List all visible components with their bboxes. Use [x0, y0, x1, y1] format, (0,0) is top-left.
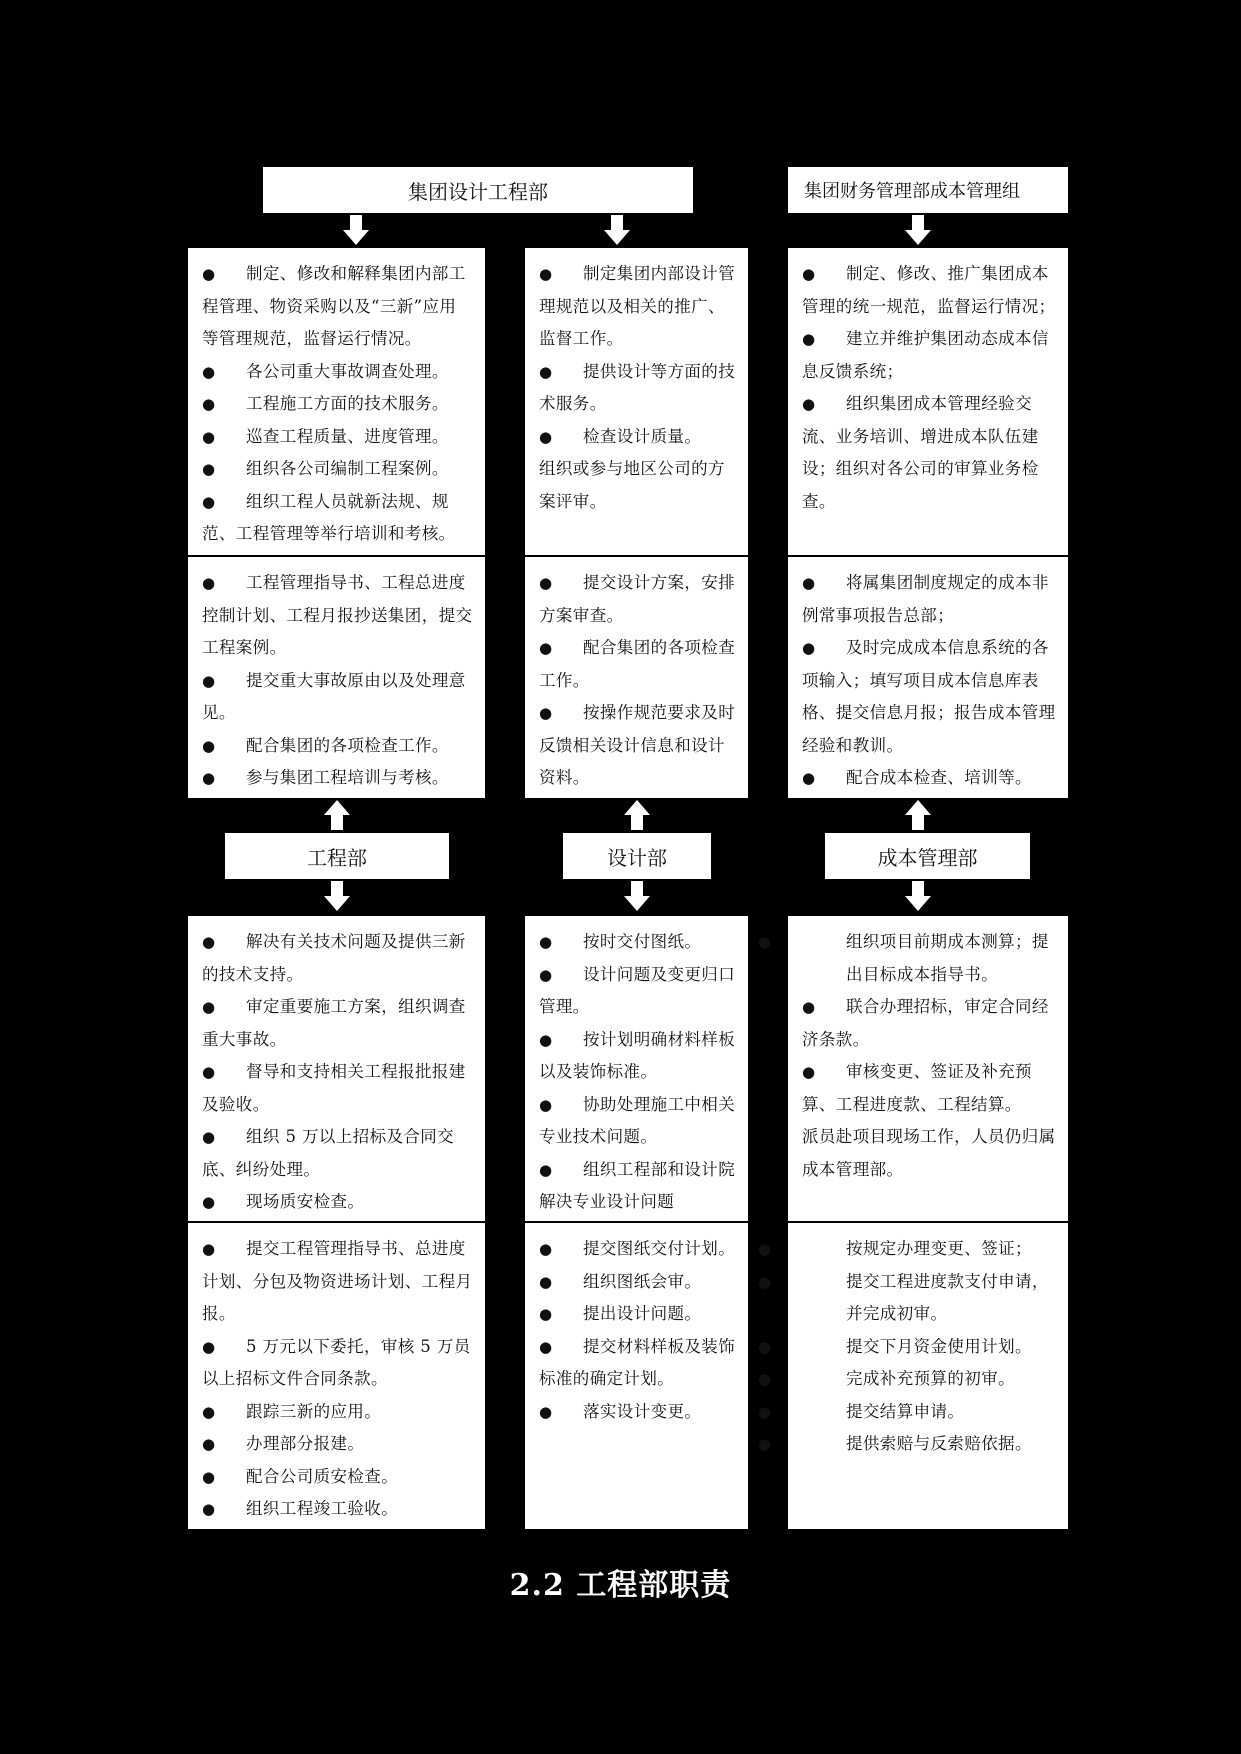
list-item — [539, 1298, 736, 1331]
bullet-icon: ● — [758, 1435, 772, 1453]
list-item-text: 提交工程管理指导书、总进度计划、分包及物资进场计划、工程月报。 — [202, 1239, 473, 1323]
list-item-text: 提交材料样板及装饰标准的确定计划。 — [539, 1336, 736, 1388]
list-item — [539, 421, 736, 454]
header-cost-dept: 成本管理部 — [825, 833, 1030, 879]
arrow-down-icon — [624, 881, 650, 911]
list-item — [802, 1056, 1056, 1121]
bullet-icon: ● — [202, 1240, 216, 1258]
header-group-design-engineering: 集团设计工程部 — [263, 167, 693, 213]
list-item-text: 设计问题及变更归口管理。 — [539, 964, 736, 1016]
list-item-text: 检查设计质量。 — [583, 426, 702, 446]
list-item — [539, 356, 736, 421]
bullet-icon: ● — [539, 1272, 553, 1291]
list-item-text: 组织或参与地区公司的方案评审。 — [539, 459, 725, 511]
bullet-icon: ● — [802, 769, 816, 787]
list-item — [202, 1428, 473, 1461]
list-item-text: 组织各公司编制工程案例。 — [246, 459, 449, 478]
bullet-icon: ● — [539, 1305, 553, 1323]
bullet-icon: ● — [202, 265, 216, 283]
cost-report-box — [788, 557, 1068, 798]
list-item — [202, 1396, 473, 1429]
bullet-icon: ● — [202, 362, 216, 381]
list-item-text: 按计划明确材料样板以及装饰标准。 — [539, 1029, 736, 1081]
list-item-text: 提供索赔与反索赔依据。 — [846, 1434, 1032, 1453]
bullet-icon: ● — [539, 1402, 553, 1421]
bullet-icon: ● — [202, 460, 216, 478]
arrow-down-icon — [604, 215, 630, 245]
bullet-icon: ● — [202, 492, 216, 511]
list-item-text: 各公司重大事故调查处理。 — [246, 361, 449, 381]
list-item — [539, 1331, 736, 1396]
bullet-icon: ● — [539, 427, 553, 446]
bullet-icon: ● — [202, 574, 216, 592]
list-item — [539, 1396, 736, 1429]
bullet-icon: ● — [202, 1467, 216, 1486]
bullet-icon: ● — [539, 704, 553, 722]
list-item — [202, 991, 473, 1056]
group-design-duties-box — [525, 248, 748, 555]
bullet-icon: ● — [539, 1337, 553, 1356]
bullet-icon: ● — [202, 1435, 216, 1453]
bullet-icon: ● — [202, 1500, 216, 1518]
list-item-text: 跟踪三新的应用。 — [246, 1401, 382, 1421]
arrow-down-icon — [905, 215, 931, 245]
list-item — [802, 258, 1056, 323]
list-item — [802, 632, 1056, 762]
bullet-icon: ● — [202, 1402, 216, 1421]
list-item-text: 办理部分报建。 — [246, 1434, 365, 1453]
bullet-icon: ● — [539, 1160, 553, 1179]
list-item — [758, 1266, 1056, 1331]
list-item — [202, 356, 473, 389]
list-item — [202, 1056, 473, 1121]
engineering-duties-box — [188, 916, 485, 1221]
list-item — [758, 1428, 1056, 1461]
bullet-icon: ● — [539, 265, 553, 283]
design-duties-box — [525, 916, 748, 1221]
arrow-up-icon — [324, 800, 350, 830]
list-item — [539, 453, 736, 518]
bullet-icon: ● — [802, 639, 816, 657]
cost-duties-box — [758, 916, 1068, 1221]
arrow-down-icon — [343, 215, 369, 245]
list-item-text: 现场质安检查。 — [246, 1192, 365, 1211]
arrow-down-icon — [324, 881, 350, 911]
list-item — [202, 1233, 473, 1331]
bullet-icon: ● — [802, 265, 816, 283]
bullet-icon: ● — [202, 671, 216, 690]
list-item-text: 工程施工方面的技术服务。 — [246, 394, 449, 413]
list-item-text: 提交下月资金使用计划。 — [846, 1336, 1032, 1356]
list-item — [202, 926, 473, 991]
list-item-text: 提供设计等方面的技术服务。 — [539, 361, 736, 413]
list-item-text: 联合办理招标，审定合同经济条款。 — [802, 997, 1049, 1049]
bullet-icon: ● — [802, 1063, 816, 1081]
list-item — [202, 1121, 473, 1186]
list-item-text: 提交结算申请。 — [846, 1401, 965, 1421]
bullet-icon: ● — [758, 1272, 772, 1291]
list-item — [539, 959, 736, 1024]
list-item — [758, 1233, 1056, 1266]
list-item-text: 协助处理施工中相关专业技术问题。 — [539, 1094, 736, 1146]
list-item — [802, 323, 1056, 388]
bullet-icon: ● — [539, 574, 553, 592]
design-tasks-box — [525, 1223, 748, 1529]
bullet-icon: ● — [758, 1370, 772, 1388]
list-item — [202, 567, 473, 665]
list-item — [539, 926, 736, 959]
list-item — [202, 1493, 473, 1526]
bullet-icon: ● — [539, 933, 553, 951]
list-item-text: 5 万元以下委托，审核 5 万员以上招标文件合同条款。 — [202, 1336, 471, 1388]
list-item — [802, 388, 1056, 518]
bullet-icon: ● — [802, 574, 816, 592]
page-caption: 2.2 工程部职责 — [509, 1568, 732, 1603]
bullet-icon: ● — [202, 1193, 216, 1211]
design-report-box — [525, 557, 748, 798]
list-item — [539, 632, 736, 697]
bullet-icon: ● — [802, 998, 816, 1016]
list-item-text: 及时完成成本信息系统的各项输入；填写项目成本信息库表格、提交信息月报；报告成本管理经验和教训。 — [802, 638, 1056, 755]
list-item — [202, 388, 473, 421]
list-item-text: 完成补充预算的初审。 — [846, 1369, 1015, 1388]
list-item-text: 组织工程人员就新法规、规范、工程管理等举行培训和考核。 — [202, 491, 456, 543]
bullet-icon: ● — [539, 1030, 553, 1049]
list-item-text: 按操作规范要求及时反馈相关设计信息和设计资料。 — [539, 703, 736, 787]
bullet-icon: ● — [802, 330, 816, 348]
list-item — [202, 762, 473, 795]
list-item-text: 提交工程进度款支付申请，并完成初审。 — [846, 1271, 1049, 1323]
cost-tasks-box — [758, 1223, 1068, 1529]
list-item — [539, 1024, 736, 1089]
bullet-icon: ● — [202, 933, 216, 951]
list-item — [802, 991, 1056, 1056]
header-design-dept: 设计部 — [563, 833, 711, 879]
list-item-text: 配合集团的各项检查工作。 — [246, 735, 449, 755]
list-item-text: 审核变更、签证及补充预算、工程进度款、工程结算。 — [802, 1062, 1032, 1114]
header-group-finance-cost: 集团财务管理部成本管理组 — [788, 167, 1068, 213]
list-item-text: 解决有关技术问题及提供三新的技术支持。 — [202, 932, 466, 984]
bullet-icon: ● — [802, 395, 816, 413]
arrow-up-icon — [624, 800, 650, 830]
bullet-icon: ● — [539, 362, 553, 381]
list-item-text: 配合公司质安检查。 — [246, 1466, 399, 1486]
bullet-icon: ● — [758, 1402, 772, 1421]
list-item-text: 按时交付图纸。 — [583, 932, 702, 951]
engineering-tasks-box — [188, 1223, 485, 1529]
list-item-text: 落实设计变更。 — [583, 1401, 702, 1421]
list-item-text: 提交设计方案，安排方案审查。 — [539, 573, 736, 625]
list-item — [202, 730, 473, 763]
list-item-text: 组织工程竣工验收。 — [246, 1499, 399, 1518]
bullet-icon: ● — [202, 736, 216, 755]
list-item-text: 建立并维护集团动态成本信息反馈系统； — [802, 329, 1049, 381]
list-item — [202, 665, 473, 730]
bullet-icon: ● — [202, 998, 216, 1016]
list-item-text: 提交图纸交付计划。 — [583, 1239, 736, 1258]
bullet-icon: ● — [539, 639, 553, 657]
list-item-text: 配合成本检查、培训等。 — [846, 768, 1032, 787]
list-item-text: 制定、修改和解释集团内部工程管理、物资采购以及“三新”应用等管理规范，监督运行情况。 — [202, 264, 466, 348]
arrow-up-icon — [905, 800, 931, 830]
list-item-text: 制定、修改、推广集团成本管理的统一规范，监督运行情况； — [802, 264, 1056, 316]
list-item-text: 制定集团内部设计管理规范以及相关的推广、监督工作。 — [539, 264, 736, 348]
bullet-icon: ● — [202, 769, 216, 787]
list-item-text: 组织工程部和设计院解决专业设计问题 — [539, 1159, 736, 1211]
list-item-text: 审定重要施工方案，组织调查重大事故。 — [202, 997, 466, 1049]
bullet-icon: ● — [202, 1063, 216, 1081]
list-item — [539, 1154, 736, 1219]
list-item — [802, 567, 1056, 632]
list-item — [758, 1363, 1056, 1396]
list-item — [539, 1266, 736, 1299]
list-item-text: 派员赴项目现场工作，人员仍归属成本管理部。 — [802, 1127, 1056, 1179]
header-engineering-dept: 工程部 — [225, 833, 449, 879]
list-item-text: 组织项目前期成本测算；提出目标成本指导书。 — [846, 932, 1049, 984]
list-item — [202, 1461, 473, 1494]
group-cost-duties-box — [788, 248, 1068, 555]
list-item — [802, 1121, 1056, 1186]
list-item — [202, 486, 473, 551]
bullet-icon: ● — [758, 1337, 772, 1356]
list-item — [758, 1331, 1056, 1364]
list-item-text: 参与集团工程培训与考核。 — [246, 768, 449, 787]
bullet-icon: ● — [202, 1128, 216, 1146]
list-item-text: 将属集团制度规定的成本非例常事项报告总部； — [802, 573, 1049, 625]
list-item-text: 组织图纸会审。 — [583, 1271, 702, 1291]
bullet-icon: ● — [202, 395, 216, 413]
list-item — [539, 697, 736, 795]
list-item — [539, 1089, 736, 1154]
list-item — [202, 258, 473, 356]
list-item — [758, 926, 1056, 991]
list-item-text: 提出设计问题。 — [583, 1304, 702, 1323]
bullet-icon: ● — [539, 965, 553, 984]
bullet-icon: ● — [758, 933, 772, 951]
bullet-icon: ● — [539, 1240, 553, 1258]
list-item — [202, 1186, 473, 1219]
list-item-text: 组织 5 万以上招标及合同交底、纠纷处理。 — [202, 1127, 455, 1179]
list-item — [202, 421, 473, 454]
list-item-text: 工程管理指导书、工程总进度控制计划、工程月报抄送集团，提交工程案例。 — [202, 573, 473, 657]
list-item — [202, 1331, 473, 1396]
bullet-icon: ● — [202, 427, 216, 446]
list-item — [758, 1396, 1056, 1429]
list-item-text: 提交重大事故原由以及处理意见。 — [202, 670, 466, 722]
arrow-down-icon — [905, 881, 931, 911]
list-item-text: 按规定办理变更、签证； — [846, 1239, 1032, 1258]
list-item — [539, 567, 736, 632]
list-item — [539, 1233, 736, 1266]
group-engineering-duties-box — [188, 248, 485, 555]
bullet-icon: ● — [202, 1337, 216, 1356]
list-item — [539, 258, 736, 356]
list-item — [202, 453, 473, 486]
list-item — [802, 762, 1056, 795]
list-item-text: 督导和支持相关工程报批报建及验收。 — [202, 1062, 466, 1114]
list-item-text: 组织集团成本管理经验交流、业务培训、增进成本队伍建设；组织对各公司的审算业务检查。 — [802, 394, 1039, 511]
engineering-report-box — [188, 557, 485, 798]
bullet-icon: ● — [539, 1095, 553, 1114]
list-item-text: 配合集团的各项检查工作。 — [539, 638, 736, 690]
list-item-text: 巡查工程质量、进度管理。 — [246, 426, 449, 446]
bullet-icon: ● — [758, 1240, 772, 1258]
